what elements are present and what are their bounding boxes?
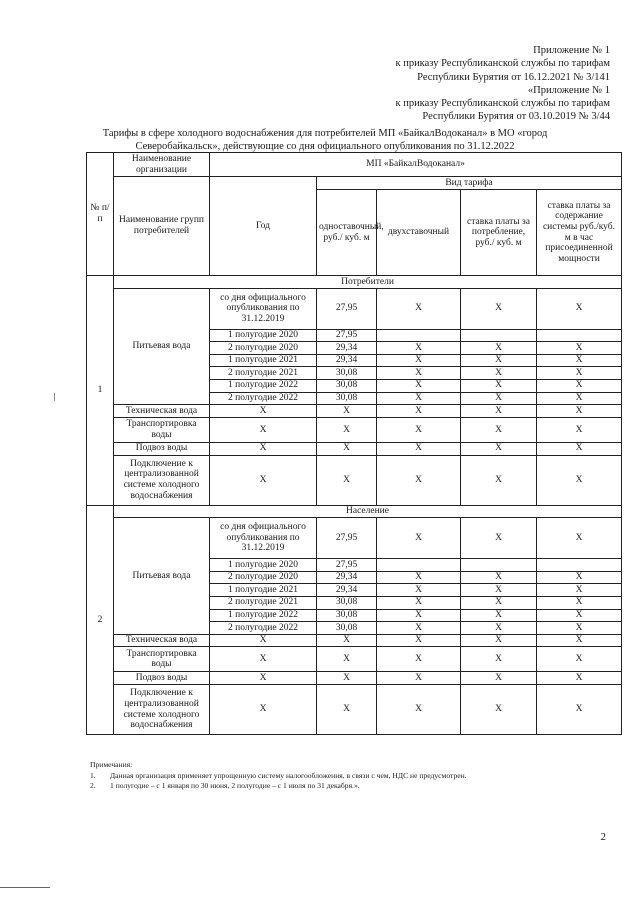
table-header-row [87, 153, 622, 177]
title-line-1: Тарифы в сфере холодного водоснабжения для потребителей МП «БайкалВодоканал» в МО «город [102, 128, 548, 139]
table-row [87, 405, 622, 418]
two-part-cell: X [377, 622, 461, 635]
margin-mark [54, 393, 55, 401]
capacity-rate-cell: X [537, 609, 622, 622]
value-cell: X [377, 634, 461, 647]
capacity-rate-cell: X [537, 622, 622, 635]
header-line: Приложение № 1 [533, 45, 610, 56]
tariff-table-body [87, 153, 622, 735]
table-row [87, 442, 622, 455]
value-cell: X [537, 634, 622, 647]
title-line-2: Северобайкальск», действующие со дня официального опубликования по 31.12.2022 [135, 140, 515, 152]
value-cell: X [461, 442, 537, 455]
two-part-cell: X [377, 596, 461, 609]
value-cell: X [210, 455, 317, 505]
period-cell: 2 полугодие 2022 [210, 392, 317, 405]
service-label: Подключение к централизованной системе холодного водоснабжения [114, 685, 210, 735]
value-cell: X [210, 405, 317, 418]
tariff-table [86, 152, 622, 735]
service-label: Питьевая вода [114, 288, 210, 405]
capacity-rate-cell: X [537, 596, 622, 609]
consumption-rate-cell: X [461, 571, 537, 584]
capacity-rate-cell: X [537, 367, 622, 380]
table-row [87, 647, 622, 672]
value-cell: X [461, 417, 537, 442]
value-cell: X [461, 672, 537, 685]
value-cell: X [210, 672, 317, 685]
value-cell: X [537, 442, 622, 455]
table-row [87, 634, 622, 647]
value-cell: X [461, 634, 537, 647]
footer-rule [0, 887, 50, 888]
year-label-header: Год [210, 177, 317, 276]
header-line: Республики Бурятия от 03.10.2019 № 3/44 [422, 111, 610, 123]
two-part-cell: X [377, 367, 461, 380]
period-cell: 2 полугодие 2020 [210, 571, 317, 584]
header-line: «Приложение № 1 [527, 84, 610, 96]
consumption-rate-cell: X [461, 622, 537, 635]
two-part-cell: X [377, 392, 461, 405]
two-part-cell: X [377, 518, 461, 559]
value-cell: X [377, 672, 461, 685]
consumption-rate-cell: X [461, 342, 537, 355]
header-line: к приказу Республиканской службы по тарифам [395, 98, 610, 110]
consumption-rate-cell: X [461, 596, 537, 609]
table-row [87, 672, 622, 685]
note-item [90, 781, 620, 792]
capacity-rate-cell [537, 329, 622, 342]
value-cell: X [377, 417, 461, 442]
service-label: Техническая вода [114, 405, 210, 418]
capacity-rate-cell: X [537, 379, 622, 392]
period-cell: 1 полугодие 2021 [210, 354, 317, 367]
rate-cell: 30,08 [317, 596, 377, 609]
tariff-col-header: ставка платы за содержание системы руб./куб. м в час присоединенной мощности [537, 190, 622, 276]
value-cell: X [537, 455, 622, 505]
table-row [87, 685, 622, 735]
value-cell: X [377, 455, 461, 505]
capacity-rate-cell: X [537, 392, 622, 405]
tariff-col-header: двухставочный [377, 190, 461, 276]
rate-cell: 27,95 [317, 559, 377, 572]
category-label: Потребители [114, 276, 622, 289]
value-cell: X [537, 647, 622, 672]
rate-cell: 30,08 [317, 367, 377, 380]
period-cell: со дня официального опубликования по 31.12.2019 [210, 288, 317, 329]
row-number: 2 [87, 505, 114, 735]
capacity-rate-cell: X [537, 518, 622, 559]
table-row [87, 518, 622, 559]
consumption-rate-cell [461, 559, 537, 572]
two-part-cell: X [377, 354, 461, 367]
value-cell: X [537, 672, 622, 685]
rate-cell: 30,08 [317, 392, 377, 405]
rate-cell: 30,08 [317, 379, 377, 392]
value-cell: X [537, 417, 622, 442]
value-cell: X [210, 417, 317, 442]
two-part-cell: X [377, 571, 461, 584]
two-part-cell: X [377, 288, 461, 329]
org-label-header: Наименование организации [114, 153, 210, 177]
rate-cell: 27,95 [317, 288, 377, 329]
table-row [87, 417, 622, 442]
capacity-rate-cell: X [537, 342, 622, 355]
value-cell: X [317, 647, 377, 672]
value-cell: X [317, 455, 377, 505]
service-label: Подвоз воды [114, 672, 210, 685]
org-name-header: МП «БайкалВодоканал» [210, 153, 622, 177]
consumption-rate-cell: X [461, 609, 537, 622]
table-row [87, 455, 622, 505]
period-cell: 2 полугодие 2021 [210, 596, 317, 609]
note-number: 1. [90, 770, 96, 780]
service-label: Транспортировка воды [114, 417, 210, 442]
table-row [87, 288, 622, 329]
table-header-row [87, 177, 622, 190]
value-cell: X [210, 442, 317, 455]
period-cell: 1 полугодие 2021 [210, 584, 317, 597]
capacity-rate-cell: X [537, 288, 622, 329]
notes-heading: Примечания: [90, 760, 133, 769]
capacity-rate-cell: X [537, 354, 622, 367]
service-label: Транспортировка воды [114, 647, 210, 672]
consumption-rate-cell: X [461, 288, 537, 329]
category-label: Население [114, 505, 622, 518]
value-cell: X [317, 672, 377, 685]
consumption-rate-cell: X [461, 379, 537, 392]
service-label: Техническая вода [114, 634, 210, 647]
two-part-cell [377, 559, 461, 572]
page-number: 2 [600, 831, 606, 843]
value-cell: X [317, 417, 377, 442]
header-line: к приказу Республиканской службы по тарифам [395, 58, 610, 70]
rate-cell: 30,08 [317, 622, 377, 635]
value-cell: X [210, 685, 317, 735]
appendix-header [250, 44, 610, 124]
consumption-rate-cell: X [461, 584, 537, 597]
consumption-rate-cell: X [461, 367, 537, 380]
period-cell: 2 полугодие 2022 [210, 622, 317, 635]
value-cell: X [377, 442, 461, 455]
tariff-col-header: одноставочный, руб./ куб. м [317, 190, 377, 276]
two-part-cell: X [377, 584, 461, 597]
two-part-cell: X [377, 379, 461, 392]
document-title [90, 128, 560, 153]
value-cell: X [210, 647, 317, 672]
capacity-rate-cell: X [537, 584, 622, 597]
note-text: 1 полугодие – с 1 января по 30 июня, 2 полугодие – с 1 июля по 31 декабря.». [110, 781, 360, 791]
value-cell: X [317, 634, 377, 647]
value-cell: X [377, 647, 461, 672]
tariff-type-header: Вид тарифа [317, 177, 622, 190]
value-cell: X [461, 685, 537, 735]
value-cell: X [537, 405, 622, 418]
value-cell: X [317, 405, 377, 418]
value-cell: X [317, 442, 377, 455]
col-num-header: № п/п [87, 153, 114, 276]
two-part-cell: X [377, 342, 461, 355]
value-cell: X [461, 405, 537, 418]
value-cell: X [377, 685, 461, 735]
period-cell: со дня официального опубликования по 31.12.2019 [210, 518, 317, 559]
capacity-rate-cell [537, 559, 622, 572]
note-number: 2. [90, 781, 96, 791]
value-cell: X [537, 685, 622, 735]
period-cell: 1 полугодие 2022 [210, 379, 317, 392]
rate-cell: 30,08 [317, 609, 377, 622]
value-cell: X [210, 634, 317, 647]
rate-cell: 27,95 [317, 518, 377, 559]
category-row [87, 276, 622, 289]
value-cell: X [377, 405, 461, 418]
service-label: Подвоз воды [114, 442, 210, 455]
period-cell: 1 полугодие 2020 [210, 559, 317, 572]
rate-cell: 27,95 [317, 329, 377, 342]
note-text: Данная организация применяет упрощенную систему налогообложения, в связи с чем, НДС не предусмотрен. [110, 770, 467, 780]
rate-cell: 29,34 [317, 354, 377, 367]
value-cell: X [461, 647, 537, 672]
consumption-rate-cell [461, 329, 537, 342]
category-row [87, 505, 622, 518]
note-item [90, 771, 620, 782]
period-cell: 2 полугодие 2021 [210, 367, 317, 380]
value-cell: X [461, 455, 537, 505]
notes-section [90, 760, 620, 792]
header-line: Республики Бурятия от 16.12.2021 № 3/141 [417, 71, 610, 83]
period-cell: 1 полугодие 2022 [210, 609, 317, 622]
consumption-rate-cell: X [461, 392, 537, 405]
row-number: 1 [87, 276, 114, 506]
rate-cell: 29,34 [317, 342, 377, 355]
rate-cell: 29,34 [317, 584, 377, 597]
service-label: Подключение к централизованной системе холодного водоснабжения [114, 455, 210, 505]
groups-label-header: Наименование групп потребителей [114, 177, 210, 276]
capacity-rate-cell: X [537, 571, 622, 584]
consumption-rate-cell: X [461, 354, 537, 367]
service-label: Питьевая вода [114, 518, 210, 635]
tariff-col-header: ставка платы за потребление, руб./ куб. м [461, 190, 537, 276]
value-cell: X [317, 685, 377, 735]
rate-cell: 29,34 [317, 571, 377, 584]
two-part-cell [377, 329, 461, 342]
two-part-cell: X [377, 609, 461, 622]
period-cell: 1 полугодие 2020 [210, 329, 317, 342]
consumption-rate-cell: X [461, 518, 537, 559]
period-cell: 2 полугодие 2020 [210, 342, 317, 355]
